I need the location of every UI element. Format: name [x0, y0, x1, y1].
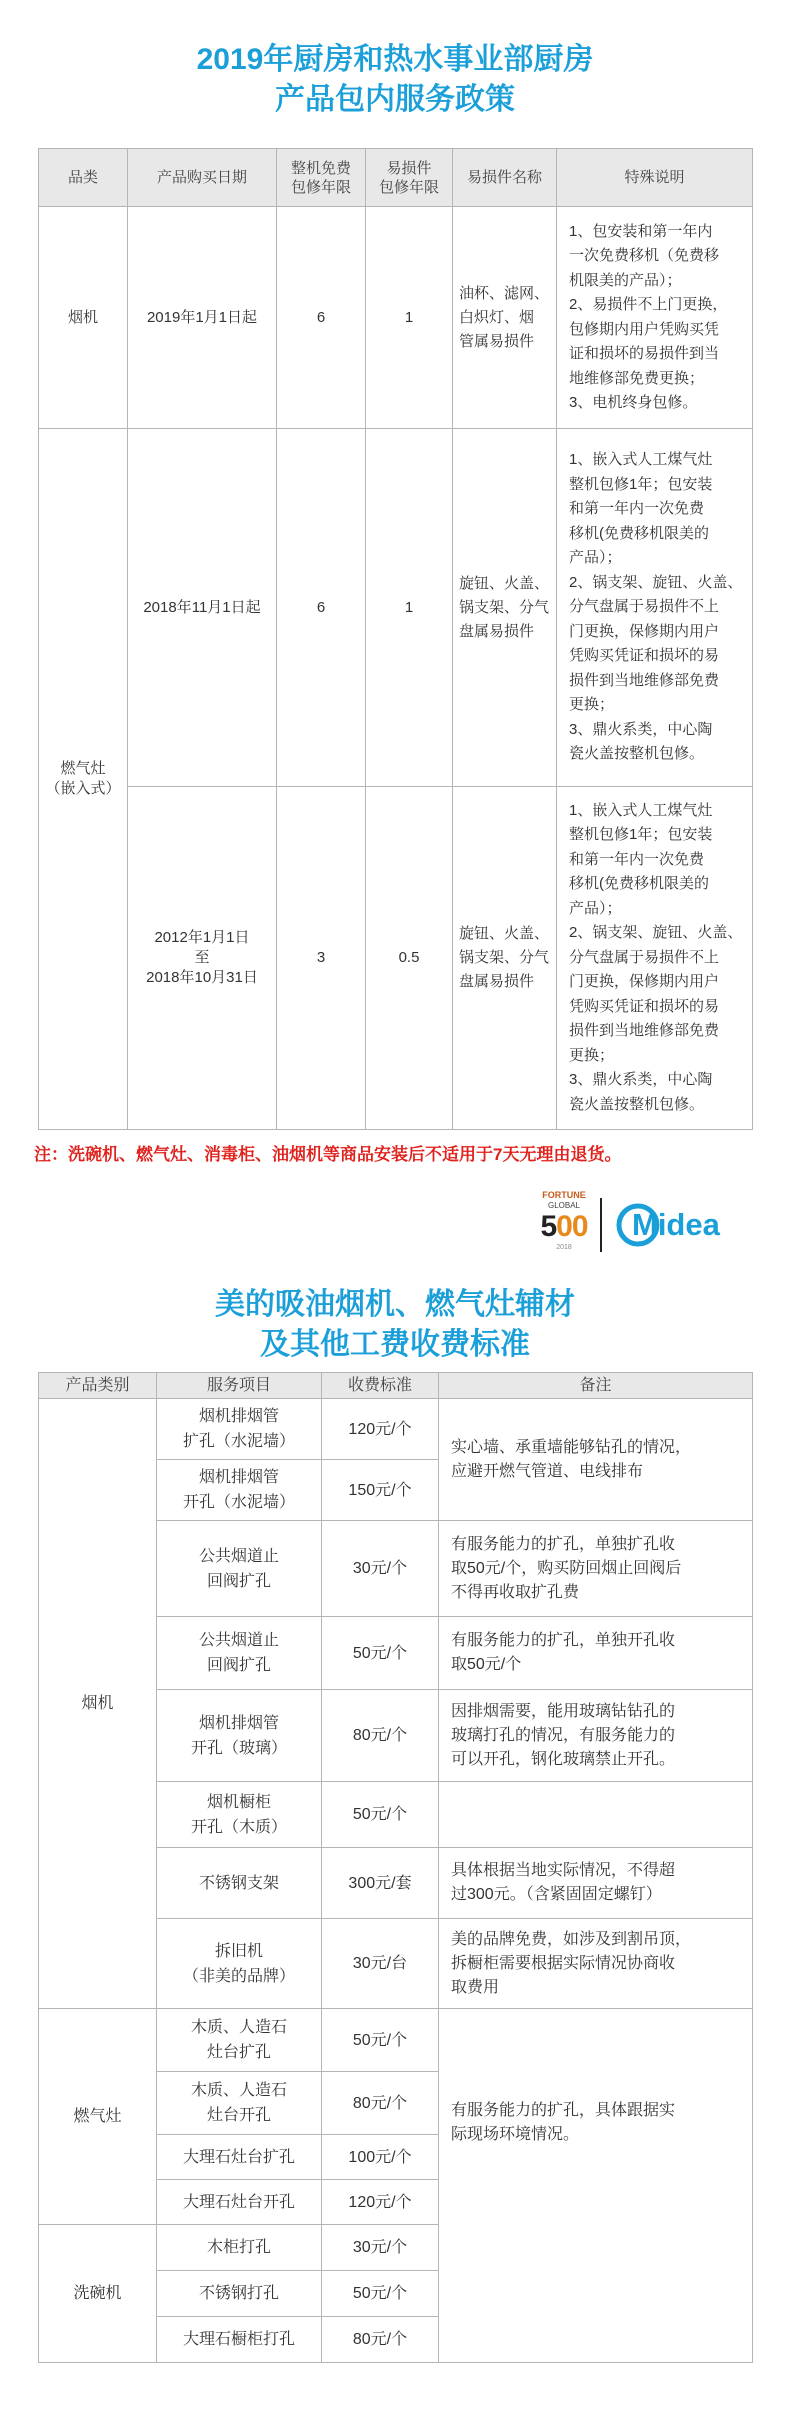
table-row: [39, 787, 753, 1130]
category-line: 燃气灶: [60, 760, 106, 777]
parts-line: 盘属易损件: [459, 973, 535, 990]
parts-name-cell: [453, 787, 557, 1130]
note-line: 一次免费移机（免费移: [569, 247, 720, 264]
remark-line: 有服务能力的扩孔，单独开孔收: [451, 1632, 676, 1649]
service-cell: 不锈钢打孔: [157, 2271, 322, 2317]
parts-line: 白炽灯、烟: [459, 308, 535, 326]
service-cell: [157, 2009, 322, 2072]
fee-cell: 30元/个: [322, 2225, 439, 2271]
date-line: 至: [194, 949, 210, 966]
header-fee: 收费标准: [322, 1373, 439, 1399]
parts-line: 锅支架、分气: [459, 949, 550, 966]
header-service: 服务项目: [157, 1373, 322, 1399]
note-line: 凭购买凭证和损坏的易: [569, 997, 720, 1015]
remark-line: 取50元/个: [451, 1656, 522, 1673]
service-cell: [157, 1521, 322, 1617]
table-row: [39, 207, 753, 429]
group-cell-stove: 燃气灶: [39, 2009, 157, 2225]
table-row: [39, 429, 753, 787]
fee-cell: 50元/个: [322, 2271, 439, 2317]
note-line: 产品）；: [569, 899, 622, 917]
note-line: 整机包修1年；包安装: [569, 826, 713, 844]
table-row: [39, 2009, 753, 2072]
service-cell: 大理石灶台扩孔: [157, 2135, 322, 2180]
header-category: 品类: [39, 149, 128, 207]
parts-name-cell: [453, 207, 557, 429]
remark-line: 可以开孔，钢化玻璃禁止开孔。: [451, 1750, 676, 1768]
service-line: 木质、人造石: [190, 2082, 287, 2099]
date-line: 2012年1月1日: [154, 929, 250, 946]
logo-divider: [600, 1198, 602, 1252]
note-line: 整机包修1年；包安装: [569, 475, 713, 493]
service-line: 灶台开孔: [206, 2107, 271, 2124]
note-line: 分气盘属于易损件不上: [569, 948, 720, 966]
remark-cell: [439, 1690, 753, 1782]
remark-line: 具体根据当地实际情况，不得超: [451, 1862, 676, 1879]
parts-line: 盘属易损件: [459, 622, 535, 640]
note-line: 和第一年内一次免费: [569, 850, 705, 868]
header-parts-warranty: [366, 149, 453, 207]
fee-cell: 30元/台: [322, 1919, 439, 2009]
fortune-500-logo: [536, 1190, 592, 1252]
midea-wordmark: Midea: [632, 1207, 720, 1242]
special-note-cell: [557, 429, 753, 787]
service-line: 烟机排烟管: [198, 1714, 279, 1732]
remark-line: 不得再收取扩孔费: [451, 1583, 580, 1601]
fee-cell: 30元/个: [322, 1521, 439, 1617]
service-cell: [157, 1690, 322, 1782]
full-years-cell: 6: [277, 207, 366, 429]
note-line: 2、锅支架、旋钮、火盖、: [569, 573, 743, 591]
note-line: 机限美的产品）；: [569, 271, 682, 289]
note-line: 更换；: [569, 1046, 615, 1064]
header-full-warranty: [277, 149, 366, 207]
title-line-1: 2019年厨房和热水事业部厨房: [196, 43, 594, 76]
fee-cell: 80元/个: [322, 2317, 439, 2363]
note-line: 更换；: [569, 696, 615, 714]
special-note-cell: [557, 787, 753, 1130]
parts-line: 旋钮、火盖、: [459, 925, 550, 942]
note-line: 移机(免费移机限美的: [569, 524, 709, 542]
note-line: 1、嵌入式人工煤气灶: [569, 451, 713, 469]
service-line: 开孔（玻璃）: [190, 1739, 287, 1757]
remark-line: 过300元。（含紧固固定螺钉）: [451, 1886, 662, 1903]
midea-logo: [616, 1200, 748, 1250]
note-line: 3、鼎火系类，中心陶: [569, 720, 713, 738]
note-line: 凭购买凭证和损坏的易: [569, 647, 720, 665]
return-policy-notice: 注：洗碗机、燃气灶、消毒柜、油烟机等商品安装后不适用于7天无理由退货。: [34, 1145, 622, 1164]
note-line: 损件到当地维修部免费: [569, 671, 720, 689]
fee-cell: 80元/个: [322, 2072, 439, 2135]
rank-number: 500: [540, 1210, 588, 1243]
date-line: 2018年11月1日起: [143, 598, 261, 616]
remark-cell-empty: [439, 1782, 753, 1848]
fee-standard-title: [0, 1285, 790, 1365]
note-line: 包修期内用户凭购买凭: [569, 320, 720, 338]
remark-line: 有服务能力的扩孔，单独扩孔收: [451, 1535, 676, 1553]
note-line: 门更换，保修期内用户: [569, 973, 720, 991]
fee-cell: 100元/个: [322, 2135, 439, 2180]
fee-cell: 50元/个: [322, 1617, 439, 1690]
header-parts-warranty-line2: 包修年限: [378, 178, 439, 196]
parts-name-cell: [453, 429, 557, 787]
note-line: 瓷火盖按整机包修。: [569, 1095, 705, 1113]
table-header-row: [39, 149, 753, 207]
header-full-warranty-line2: 包修年限: [290, 178, 351, 196]
title-line-2: 产品包内服务政策: [275, 83, 515, 116]
full-years-cell: 6: [277, 429, 366, 787]
remark-line: 有服务能力的扩孔，具体跟据实: [451, 2102, 676, 2119]
note-line: 产品）；: [569, 549, 622, 567]
title-line-2: 及其他工费收费标准: [260, 1328, 530, 1361]
service-cell: [157, 1782, 322, 1848]
category-cell: [39, 429, 128, 1130]
service-cell: [157, 1399, 322, 1460]
purchase-date-cell: [128, 787, 277, 1130]
service-line: 拆旧机: [214, 1942, 263, 1960]
service-line: 公共烟道止: [198, 1547, 279, 1565]
service-line: 开孔（木质）: [190, 1818, 287, 1836]
note-line: 地维修部免费更换；: [569, 369, 705, 387]
remark-cell: [439, 1399, 753, 1521]
parts-years-cell: 1: [366, 429, 453, 787]
warranty-policy-title: [0, 40, 790, 120]
note-line: 分气盘属于易损件不上: [569, 598, 720, 616]
header-parts-warranty-line1: 易损件: [386, 159, 432, 177]
note-line: 1、包安装和第一年内: [569, 222, 713, 240]
service-line: 回阀扩孔: [206, 1657, 271, 1674]
full-years-cell: 3: [277, 787, 366, 1130]
title-line-1: 美的吸油烟机、燃气灶辅材: [215, 1288, 575, 1321]
service-cell: 不锈钢支架: [157, 1848, 322, 1919]
note-line: 1、嵌入式人工煤气灶: [569, 801, 713, 819]
service-line: 烟机排烟管: [198, 1469, 279, 1486]
remark-line: 因排烟需要，能用玻璃钻钻孔的: [451, 1702, 676, 1720]
remark-line: 实心墙、承重墙能够钻孔的情况，: [451, 1438, 692, 1456]
logo-year: 2018: [556, 1244, 572, 1251]
remark-line: 玻璃打孔的情况，有服务能力的: [451, 1726, 676, 1744]
service-line: 扩孔（水泥墙）: [182, 1433, 295, 1450]
fee-cell: 50元/个: [322, 2009, 439, 2072]
category-line: （嵌入式）: [45, 780, 121, 797]
remark-line: 应避开燃气管道、电线排布: [451, 1462, 644, 1480]
service-cell: 大理石灶台开孔: [157, 2180, 322, 2225]
purchase-date-cell: [128, 429, 277, 787]
fortune-word: FORTUNE: [542, 1190, 586, 1200]
service-cell: 木柜打孔: [157, 2225, 322, 2271]
fee-cell: 80元/个: [322, 1690, 439, 1782]
header-parts-name: 易损件名称: [453, 149, 557, 207]
table-row: [39, 1399, 753, 1460]
remark-cell: [439, 2009, 753, 2363]
date-line: 2018年10月31日: [146, 969, 258, 986]
service-line: （非美的品牌）: [182, 1967, 295, 1985]
remark-cell: [439, 1521, 753, 1617]
table-header-row: [39, 1373, 753, 1399]
special-note-cell: [557, 207, 753, 429]
service-cell: [157, 2072, 322, 2135]
parts-line: 管属易损件: [459, 332, 535, 350]
service-line: 回阀扩孔: [206, 1572, 271, 1590]
remark-line: 取费用: [451, 1978, 500, 1996]
remark-cell: [439, 1848, 753, 1919]
fee-cell: 300元/套: [322, 1848, 439, 1919]
fee-cell: 150元/个: [322, 1460, 439, 1521]
service-line: 烟机橱柜: [206, 1793, 271, 1811]
date-line: 2019年1月1日起: [146, 308, 258, 326]
service-line: 木质、人造石: [190, 2019, 287, 2036]
fee-cell: 120元/个: [322, 2180, 439, 2225]
header-product-category: 产品类别: [39, 1373, 157, 1399]
fee-cell: 120元/个: [322, 1399, 439, 1460]
group-cell-dishwasher: 洗碗机: [39, 2225, 157, 2363]
header-purchase-date: 产品购买日期: [128, 149, 277, 207]
note-line: 损件到当地维修部免费: [569, 1022, 720, 1040]
service-cell: [157, 1919, 322, 2009]
fee-table: [38, 1372, 753, 2363]
warranty-table: [38, 148, 753, 1130]
service-line: 公共烟道止: [198, 1632, 279, 1649]
parts-line: 油杯、滤网、: [459, 284, 550, 302]
service-cell: [157, 1617, 322, 1690]
remark-line: 取50元/个，购买防回烟止回阀后: [451, 1559, 682, 1577]
header-full-warranty-line1: 整机免费: [290, 159, 351, 177]
category-cell: 烟机: [39, 207, 128, 429]
note-line: 3、鼎火系类，中心陶: [569, 1071, 713, 1089]
note-line: 瓷火盖按整机包修。: [569, 745, 705, 763]
group-cell-hood: 烟机: [39, 1399, 157, 2009]
service-line: 烟机排烟管: [198, 1408, 279, 1425]
fee-cell: 50元/个: [322, 1782, 439, 1848]
remark-cell: [439, 1617, 753, 1690]
service-line: 开孔（水泥墙）: [182, 1494, 295, 1511]
remark-line: 美的品牌免费，如涉及到割吊顶，: [451, 1930, 692, 1948]
remark-line: 拆橱柜需要根据实际情况协商收: [451, 1954, 676, 1972]
note-line: 门更换，保修期内用户: [569, 622, 720, 640]
service-line: 灶台扩孔: [206, 2044, 271, 2061]
note-line: 2、锅支架、旋钮、火盖、: [569, 924, 743, 942]
parts-years-cell: 0.5: [366, 787, 453, 1130]
note-line: 和第一年内一次免费: [569, 500, 705, 518]
service-cell: [157, 1460, 322, 1521]
purchase-date-cell: [128, 207, 277, 429]
service-cell: 大理石橱柜打孔: [157, 2317, 322, 2363]
note-line: 证和损坏的易损件到当: [569, 345, 720, 362]
parts-line: 锅支架、分气: [459, 598, 550, 616]
note-line: 移机(免费移机限美的: [569, 875, 709, 893]
note-line: 2、易损件不上门更换，: [569, 296, 728, 313]
remark-cell: [439, 1919, 753, 2009]
remark-line: 际现场环境情况。: [451, 2126, 580, 2143]
global-word: GLOBAL: [547, 1201, 580, 1210]
header-special-note: 特殊说明: [557, 149, 753, 207]
parts-years-cell: 1: [366, 207, 453, 429]
header-remark: 备注: [439, 1373, 753, 1399]
note-line: 3、电机终身包修。: [569, 394, 698, 411]
parts-line: 旋钮、火盖、: [459, 574, 550, 592]
